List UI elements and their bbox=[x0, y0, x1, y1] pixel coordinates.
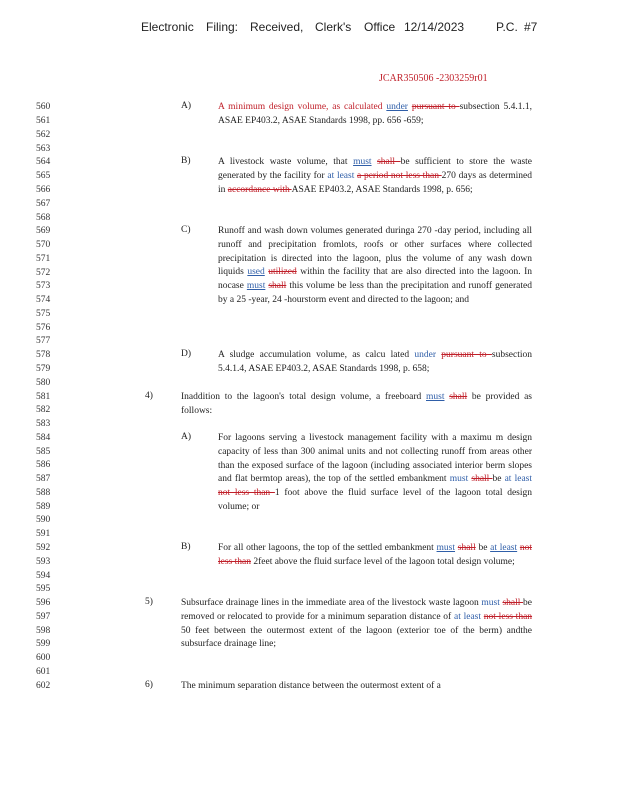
header-office: Office bbox=[364, 20, 396, 34]
inserted-text: under bbox=[386, 102, 408, 112]
header-electronic: Electronic bbox=[141, 20, 194, 34]
line-number: 576 bbox=[36, 323, 51, 333]
deleted-text: not less than bbox=[218, 488, 275, 499]
line-number: 590 bbox=[36, 515, 51, 525]
line-number: 575 bbox=[36, 309, 51, 319]
line-number: 581 bbox=[36, 392, 51, 402]
text-run: within the facility that are also directed into the lagoon. In nocase bbox=[218, 267, 533, 292]
text-run: 270 days as determined in bbox=[218, 170, 533, 195]
header-date: 12/14/2023 bbox=[404, 20, 465, 34]
text-run: For lagoons serving a livestock management facility with a maximu m design capacity of less than 300 animal units and not collecting runoff from areas other than the exposed surface of the lagoon (including associated interior berm slopes and flat bermtop areas), the top of the settled embankment bbox=[218, 433, 532, 485]
line-number: 568 bbox=[36, 213, 51, 223]
line-number: 587 bbox=[36, 474, 51, 484]
line-number: 570 bbox=[36, 240, 51, 250]
item-d-sludge-accumulation bbox=[218, 349, 532, 377]
deleted-text: shall bbox=[471, 474, 493, 485]
deleted-text: pursuant to bbox=[411, 102, 460, 112]
text-run: The minimum separation distance between the outermost extent of a bbox=[181, 681, 441, 691]
line-number: 567 bbox=[36, 199, 51, 209]
line-number: 592 bbox=[36, 543, 51, 553]
header-pc-number: #7 bbox=[524, 20, 538, 34]
item-b-other-lagoons bbox=[218, 542, 532, 570]
text-run: 2feet above the fluid surface level of the lagoon total design volume; bbox=[250, 556, 515, 567]
item-a-small-lagoons bbox=[218, 432, 532, 515]
item-b-livestock-waste-volume bbox=[218, 156, 532, 197]
line-number: 593 bbox=[36, 557, 51, 567]
text-run: For all other lagoons, the top of the settled embankment bbox=[218, 543, 437, 553]
line-number: 562 bbox=[36, 130, 51, 140]
item-a-label: A) bbox=[181, 101, 192, 111]
item-6-label: 6) bbox=[145, 680, 153, 690]
text-run: this volume be less than the precipitation and runoff generated by a 25 -year, 24 -hourstorm event and directed to the lagoon; and bbox=[218, 281, 532, 305]
item-a-label: A) bbox=[181, 432, 192, 442]
inserted-text: used bbox=[247, 267, 265, 278]
line-number: 598 bbox=[36, 626, 51, 636]
text-run: be sufficient to store the waste generated by the facility for bbox=[218, 157, 533, 181]
line-number: 585 bbox=[36, 447, 51, 457]
text-run: A livestock waste volume, that bbox=[218, 157, 354, 167]
inserted-text: must bbox=[353, 157, 372, 167]
text-run: ASAE EP403.2, ASAE Standards 1998, p. 656; bbox=[291, 184, 473, 195]
line-number: 560 bbox=[36, 102, 51, 112]
line-number: 565 bbox=[36, 171, 51, 181]
line-number: 580 bbox=[36, 378, 51, 388]
inserted-text: must bbox=[436, 543, 456, 553]
deleted-text: utilized bbox=[268, 267, 297, 278]
inserted-text: must bbox=[481, 598, 500, 608]
line-number: 591 bbox=[36, 529, 51, 539]
line-number: 569 bbox=[36, 226, 51, 236]
inserted-text: under bbox=[414, 350, 437, 360]
line-number: 572 bbox=[36, 268, 51, 278]
deleted-text: shall bbox=[457, 543, 476, 553]
line-number: 573 bbox=[36, 281, 51, 291]
line-number: 579 bbox=[36, 364, 51, 374]
item-d-label: D) bbox=[181, 349, 192, 359]
line-number: 596 bbox=[36, 598, 51, 608]
text-run: 1 foot above the fluid surface level of the lagoon total design volume; or bbox=[218, 488, 533, 512]
text-run: Runoff and wash down volumes generated duringa 270 -day period, including all runoff and precipitation fromlots, roofs or other surfaces where collected precipitation is directed into the lagoon, plus the volume of any wash down liquids bbox=[218, 226, 532, 278]
deleted-text: shall bbox=[268, 281, 287, 292]
line-number: 563 bbox=[36, 144, 51, 154]
deleted-text: pursuant to bbox=[441, 350, 492, 360]
text-run: 50 feet between the outermost extent of the lagoon (exterior toe of the berm) andthe subsurface drainage line; bbox=[181, 625, 532, 650]
item-5-label: 5) bbox=[145, 597, 153, 607]
deleted-text: shall bbox=[449, 392, 468, 402]
header-pc: P.C. bbox=[496, 20, 518, 34]
line-number: 561 bbox=[36, 116, 51, 126]
document-code: JCAR350506 -2303259r01 bbox=[379, 73, 488, 84]
text-run: be removed or relocated to provide for a minimum separation distance of bbox=[181, 598, 532, 622]
item-c-runoff-wash-volumes bbox=[218, 225, 532, 308]
item-6-minimum-separation bbox=[181, 680, 532, 694]
text-run: A minimum design volume, as calculated bbox=[218, 102, 387, 112]
header-filing: Filing: bbox=[206, 20, 239, 34]
header-clerks: Clerk's bbox=[315, 20, 352, 34]
text-run: Inaddition to the lagoon's total design volume, a freeboard bbox=[181, 392, 426, 402]
inserted-text: at least bbox=[490, 543, 518, 553]
text-run: be bbox=[492, 474, 505, 485]
item-c-label: C) bbox=[181, 225, 191, 235]
item-b-label: B) bbox=[181, 156, 191, 166]
line-number: 597 bbox=[36, 612, 51, 622]
deleted-text: shall bbox=[502, 598, 524, 608]
item-a-minimum-design-volume bbox=[218, 101, 532, 129]
line-number: 577 bbox=[36, 336, 51, 346]
line-number: 586 bbox=[36, 460, 51, 470]
deleted-text: accordance with bbox=[227, 184, 292, 195]
line-number: 588 bbox=[36, 488, 51, 498]
text-run: Subsurface drainage lines in the immediate area of the livestock waste lagoon bbox=[181, 598, 482, 608]
line-number: 601 bbox=[36, 667, 51, 677]
deleted-text: not less than bbox=[218, 543, 533, 567]
line-number: 583 bbox=[36, 419, 51, 429]
text-run: A sludge accumulation volume, as calcu lated bbox=[218, 350, 415, 360]
inserted-text: must bbox=[449, 474, 469, 485]
text-run: be provided as follows: bbox=[181, 392, 532, 416]
line-number: 574 bbox=[36, 295, 51, 305]
item-5-subsurface-drainage bbox=[181, 597, 532, 652]
line-number: 571 bbox=[36, 254, 51, 264]
header-received: Received, bbox=[250, 20, 304, 34]
line-number: 595 bbox=[36, 584, 51, 594]
line-number: 599 bbox=[36, 639, 51, 649]
line-number: 566 bbox=[36, 185, 51, 195]
inserted-text: must bbox=[426, 392, 445, 402]
inserted-text: at least bbox=[504, 474, 533, 485]
line-number: 602 bbox=[36, 681, 51, 691]
item-b-label: B) bbox=[181, 542, 191, 552]
line-number: 582 bbox=[36, 405, 51, 415]
item-4-label: 4) bbox=[145, 391, 153, 401]
text-run: subsection 5.4.1.1, ASAE EP403.2, ASAE Standards 1998, pp. 656 -659; bbox=[218, 102, 533, 126]
inserted-text: at least bbox=[453, 611, 482, 622]
line-number: 589 bbox=[36, 502, 51, 512]
item-4-freeboard bbox=[181, 391, 532, 419]
line-number: 564 bbox=[36, 157, 51, 167]
line-number: 594 bbox=[36, 571, 51, 581]
line-number: 600 bbox=[36, 653, 51, 663]
line-number: 584 bbox=[36, 433, 51, 443]
line-number: 578 bbox=[36, 350, 51, 360]
text-run: subsection 5.4.1.4, ASAE EP403.2, ASAE Standards 1998, p. 658; bbox=[218, 350, 533, 374]
deleted-text: not less than bbox=[483, 611, 533, 622]
text-run: be bbox=[475, 543, 491, 553]
inserted-text: at least bbox=[327, 170, 355, 181]
inserted-text: must bbox=[246, 281, 266, 292]
deleted-text: a period not less than bbox=[357, 170, 442, 181]
deleted-text: shall bbox=[377, 157, 401, 167]
